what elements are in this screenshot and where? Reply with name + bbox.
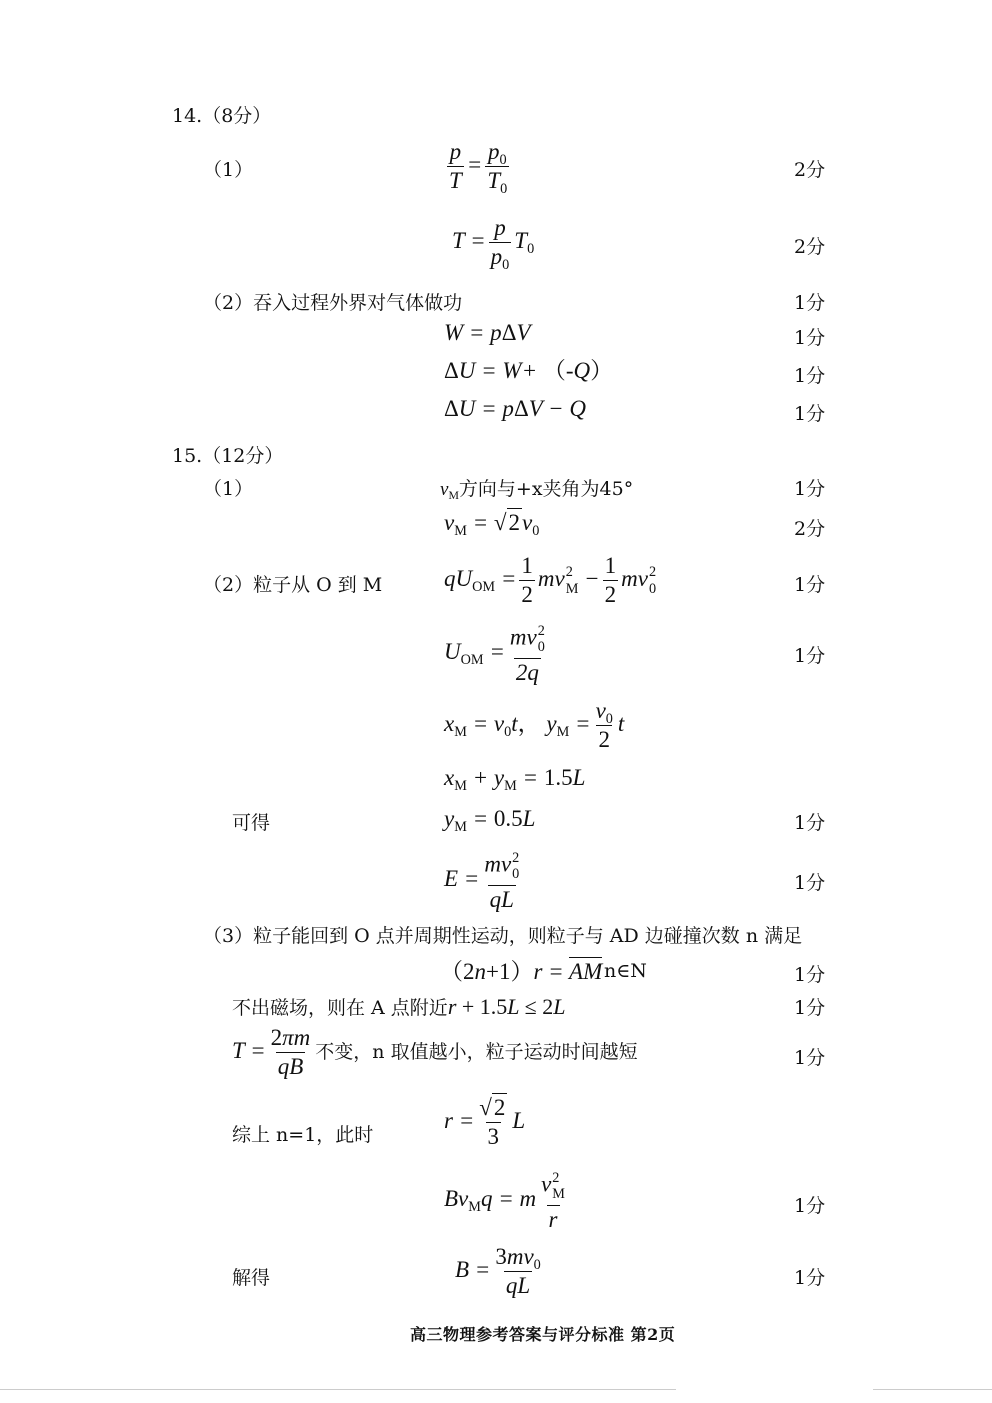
score-q14-eq5: 1分 (794, 403, 826, 425)
score-q14-eq2: 2分 (794, 236, 826, 258)
score-q15-cond: 1分 (794, 964, 826, 986)
q14-eq4: ΔU = W+ （-Q） (444, 358, 614, 383)
score-q14-eq4: 1分 (794, 365, 826, 387)
q15-eq-r: r = $\frac{√2}{3}$ L (444, 1095, 526, 1150)
q15-angle-text: 方向与+x夹角为45° (458, 478, 634, 500)
q14-eq2: T = $\frac{p}{p_0}$ $T_0$ (452, 215, 535, 274)
q15-part1-label: （1） (203, 478, 254, 500)
q15-part2-label: （2）粒子从 O 到 M (203, 574, 383, 596)
q15-no-exit-line: 不出磁场，则在 A 点附近r + 1.5L ≤ 2L (232, 994, 566, 1019)
q14-part1-label: （1） (203, 159, 254, 181)
score-q15-energy: 1分 (794, 574, 826, 596)
q15-eq-vm: $v_M = √2v_0$ (444, 510, 540, 539)
score-q14-work: 1分 (794, 292, 826, 314)
score-q15-b: 1分 (794, 1267, 826, 1289)
q15-eq-energy: $qU_{OM}$ = $\frac{1}{2}$ mv 2 M − $\frac{1}{2}$ mv 2 0 (444, 553, 657, 608)
q15-kede-label: 可得 (232, 812, 271, 834)
q15-period-line: T = $\frac{2\pi m}{qB}$ 不变，n 取值越小，粒子运动时间越短 (232, 1025, 638, 1080)
q15-jiede-label: 解得 (232, 1267, 271, 1289)
q15-eq-lorentz: $Bv_Mq = m$ v 2 M r (444, 1170, 565, 1232)
score-q14-eq1: 2分 (794, 159, 826, 181)
q15-no-exit-text: 不出磁场，则在 A 点附近 (232, 997, 448, 1019)
q15-eq-cond: （2n+1）r = AM (440, 959, 603, 984)
score-q15-ym: 1分 (794, 812, 826, 834)
q15-eq-e: E = mv 2 0 qL (444, 850, 520, 912)
score-q15-no-exit: 1分 (794, 997, 826, 1019)
q15-period-text: 不变，n 取值越小，粒子运动时间越短 (315, 1040, 638, 1063)
q14-eq3: W = pΔV (444, 320, 531, 345)
score-q15-angle: 1分 (794, 478, 826, 500)
q15-eq-uom: $U_{OM}$ = mv 2 0 2q (444, 623, 545, 685)
score-q14-eq3: 1分 (794, 327, 826, 349)
score-q15-e: 1分 (794, 872, 826, 894)
q14-eq1: $\frac{p}{T}$ = $\frac{p_0}{T_0}$ (449, 139, 508, 198)
q15-summary-label: 综上 n=1，此时 (232, 1124, 374, 1146)
score-q15-lorentz: 1分 (794, 1195, 826, 1217)
q15-eq-ym: $y_M = 0.5L$ (444, 806, 536, 835)
q14-part2-label: （2）吞入过程外界对气体做功 (203, 292, 463, 314)
q15-eq-sum: $x_M + y_M = 1.5L$ (444, 765, 586, 794)
page-footer: 高三物理参考答案与评分标准 第2页 (410, 1325, 676, 1344)
bottom-rule (0, 1389, 676, 1390)
bottom-rule-right (873, 1389, 992, 1390)
score-q15-uom: 1分 (794, 645, 826, 667)
q14-header: 14.（8分） (172, 105, 272, 127)
q15-angle-line: $v_M$方向与+x夹角为45° (440, 478, 634, 503)
q15-n-set: n∈N (604, 960, 647, 982)
score-q15-period: 1分 (794, 1047, 826, 1069)
score-q15-vm: 2分 (794, 518, 826, 540)
q15-eq-b: B = $\frac{3mv_0}{qL}$ (455, 1244, 541, 1299)
q15-part3-label: （3）粒子能回到 O 点并周期性运动，则粒子与 AD 边碰撞次数 n 满足 (203, 925, 803, 947)
q14-eq5: ΔU = pΔV − Q (444, 396, 586, 421)
q15-eq-xy: $x_M = v_0t$， $y_M$ = $\frac{v_0}{2}$ t (444, 698, 625, 753)
q15-header: 15.（12分） (172, 445, 284, 467)
